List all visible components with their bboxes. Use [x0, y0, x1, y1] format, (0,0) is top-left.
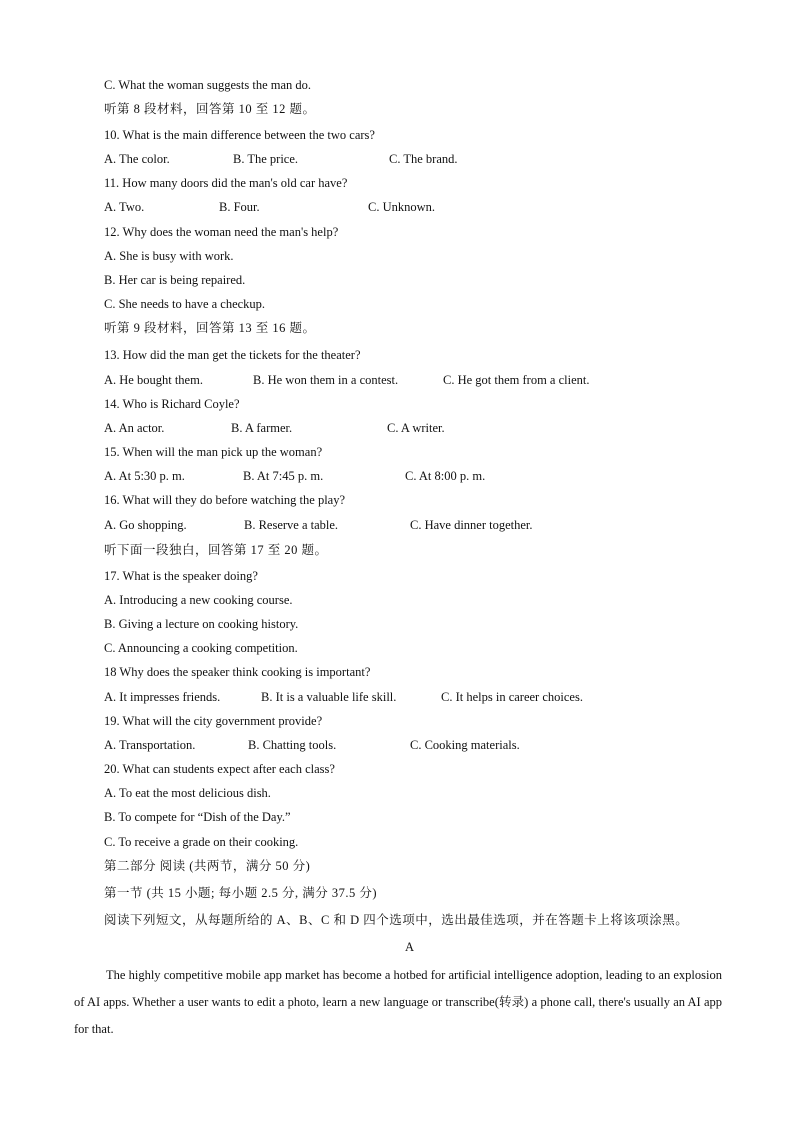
question-line: 16. What will they do before watching the play? [104, 493, 346, 507]
section-instruction: 听第 8 段材料，回答第 10 至 12 题。 [104, 102, 316, 116]
option-line: C. She needs to have a checkup. [104, 297, 266, 311]
option-line: A. To eat the most delicious dish. [104, 786, 271, 800]
option-line: B. Giving a lecture on cooking history. [104, 617, 299, 631]
option-b: B. He won them in a contest. [253, 373, 399, 387]
option-b: B. The price. [233, 152, 299, 166]
option-c: C. At 8:00 p. m. [405, 469, 486, 483]
question-line: 20. What can students expect after each class? [104, 762, 335, 776]
option-line: B. To compete for “Dish of the Day.” [104, 810, 291, 824]
passage-text: The highly competitive mobile app market has become a hotbed for artificial intelligence adoption, leading to an explosion of AI apps. Whether a user wants to edit a photo, learn a new language or transcribe(转录) a phone call, there's usually an AI app for that. [74, 968, 722, 1036]
option-c: C. He got them from a client. [443, 373, 590, 387]
option-line: C. Announcing a cooking competition. [104, 641, 298, 655]
option-line: A. She is busy with work. [104, 249, 234, 263]
question-line: 17. What is the speaker doing? [104, 569, 258, 583]
option-a: A. At 5:30 p. m. [104, 469, 185, 483]
option-c: C. Unknown. [368, 200, 436, 214]
option-a: A. Go shopping. [104, 518, 187, 532]
option-b: B. At 7:45 p. m. [243, 469, 324, 483]
option-line: B. Her car is being repaired. [104, 273, 246, 287]
option-a: A. Transportation. [104, 738, 196, 752]
section-instruction: 听下面一段独白，回答第 17 至 20 题。 [104, 543, 328, 557]
option-line: C. To receive a grade on their cooking. [104, 835, 299, 849]
section-instruction: 听第 9 段材料，回答第 13 至 16 题。 [104, 321, 316, 335]
option-a: A. He bought them. [104, 373, 203, 387]
option-c: C. The brand. [389, 152, 458, 166]
option-b: B. A farmer. [231, 421, 293, 435]
question-line: 15. When will the man pick up the woman? [104, 445, 323, 459]
option-b: B. Chatting tools. [248, 738, 337, 752]
option-line: C. What the woman suggests the man do. [104, 78, 312, 92]
question-line: 12. Why does the woman need the man's help? [104, 225, 339, 239]
passage-paragraph [74, 962, 722, 1043]
option-a: A. It impresses friends. [104, 690, 221, 704]
option-a: A. Two. [104, 200, 145, 214]
part-heading: 第二部分 阅读 (共两节，满分 50 分) [104, 859, 311, 873]
option-c: C. It helps in career choices. [441, 690, 583, 704]
option-c: C. Cooking materials. [410, 738, 520, 752]
question-line: 13. How did the man get the tickets for the theater? [104, 348, 361, 362]
section-heading: 第一节 (共 15 小题; 每小题 2.5 分, 满分 37.5 分) [104, 886, 378, 900]
question-line: 19. What will the city government provide? [104, 714, 323, 728]
question-line: 10. What is the main difference between the two cars? [104, 128, 375, 142]
option-a: A. An actor. [104, 421, 165, 435]
option-a: A. The color. [104, 152, 170, 166]
question-line: 14. Who is Richard Coyle? [104, 397, 240, 411]
option-line: A. Introducing a new cooking course. [104, 593, 293, 607]
option-b: B. Four. [219, 200, 260, 214]
question-line: 18 Why does the speaker think cooking is important? [104, 665, 371, 679]
option-b: B. It is a valuable life skill. [261, 690, 397, 704]
option-b: B. Reserve a table. [244, 518, 339, 532]
reading-instruction: 阅读下列短文，从每题所给的 A、B、C 和 D 四个选项中，选出最佳选项，并在答题卡上将该项涂黑。 [104, 913, 689, 927]
option-c: C. A writer. [387, 421, 445, 435]
passage-label: A [405, 940, 415, 954]
question-line: 11. How many doors did the man's old car have? [104, 176, 348, 190]
option-c: C. Have dinner together. [410, 518, 533, 532]
